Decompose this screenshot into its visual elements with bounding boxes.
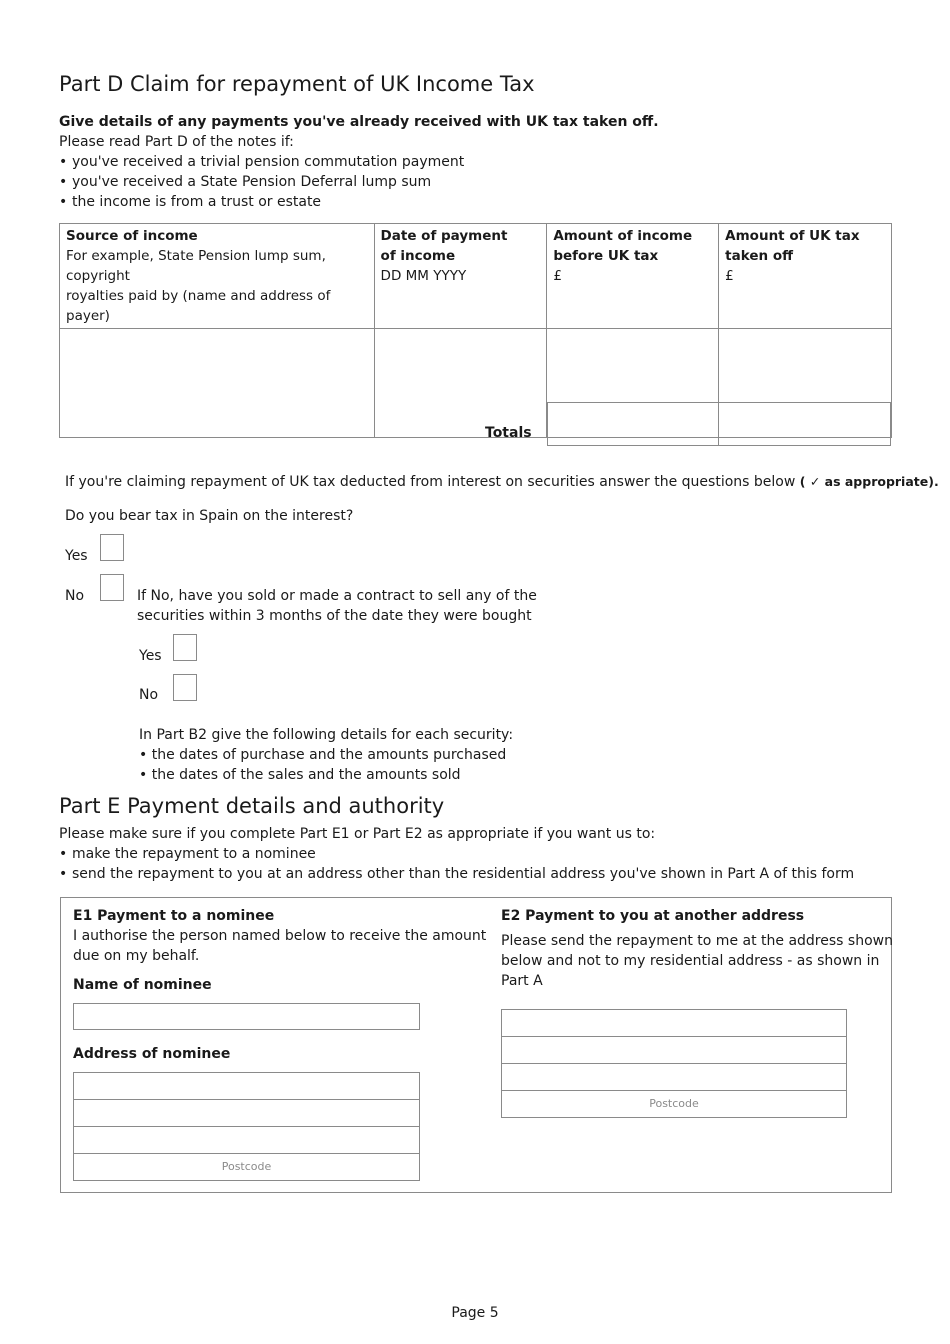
nominee-address-line[interactable] [74,1073,419,1100]
part-d-bullet: • you've received a trivial pension commutation payment [59,152,464,172]
part-d-intro: Please read Part D of the notes if: [59,134,294,150]
e1-text: due on my behalf. [73,948,200,964]
nominee-address-label: Address of nominee [73,1046,231,1062]
part-e-title: Part E Payment details and authority [59,794,445,818]
sold-yes-checkbox[interactable] [173,634,197,661]
amount-tax-header: Amount of UK tax taken off £ [719,224,892,329]
e2-text: Please send the repayment to me at the address shown [501,933,893,949]
spain-yes-label: Yes [65,548,88,564]
e2-text: below and not to my residential address - as shown in [501,953,880,969]
spain-question: Do you bear tax in Spain on the interest? [65,508,354,524]
spain-no-label: No [65,588,85,604]
part-e-bullet: • send the repayment to you at an address other than the residential address you've shown in Part A of this form [59,864,854,884]
part-d-intro-bold: Give details of any payments you've already received with UK tax taken off. [59,114,659,130]
nominee-name-input[interactable] [73,1003,420,1030]
sold-yes-label: Yes [139,648,162,664]
part-e-intro: Please make sure if you complete Part E1 or Part E2 as appropriate if you want us to: [59,826,656,842]
b2-intro: In Part B2 give the following details for each security: [139,727,514,743]
date-header: Date of payment of income DD MM YYYY [374,224,547,329]
b2-bullet: • the dates of the sales and the amounts sold [139,767,461,783]
nominee-name-label: Name of nominee [73,977,212,993]
sold-question-line2: securities within 3 months of the date they were bought [137,608,532,624]
other-address-input[interactable] [501,1009,847,1118]
nominee-address-line[interactable] [74,1100,419,1127]
e1-text: I authorise the person named below to receive the amount [73,928,487,944]
spain-yes-checkbox[interactable] [100,534,124,561]
spain-no-checkbox[interactable] [100,574,124,601]
sold-no-label: No [139,687,159,703]
part-d-bullet: • you've received a State Pension Deferral lump sum [59,172,431,192]
e2-text: Part A [501,973,543,989]
sold-question-line1: If No, have you sold or made a contract to sell any of the [137,588,537,604]
other-address-line[interactable] [502,1037,846,1064]
nominee-address-input[interactable] [73,1072,420,1181]
nominee-postcode-field[interactable]: Postcode [221,1160,272,1173]
e2-title: E2 Payment to you at another address [501,908,805,924]
part-d-title: Part D Claim for repayment of UK Income Tax [59,72,535,96]
sold-no-checkbox[interactable] [173,674,197,701]
totals-label: Totals [485,425,532,441]
part-d-bullet: • the income is from a trust or estate [59,192,321,212]
securities-question: If you're claiming repayment of UK tax deducted from interest on securities answer the questions below ( ✓ as appropriate). [65,474,939,490]
source-input[interactable] [60,329,375,438]
b2-bullet: • the dates of purchase and the amounts purchased [139,747,507,763]
e1-title: E1 Payment to a nominee [73,908,275,924]
source-header: Source of income For example, State Pension lump sum, copyright royalties paid by (name and address of payer) [60,224,375,329]
nominee-address-line[interactable] [74,1127,419,1154]
page-number: Page 5 [451,1305,499,1321]
total-income-input[interactable] [547,402,719,446]
other-address-line[interactable] [502,1010,846,1037]
other-address-line[interactable] [502,1064,846,1091]
total-tax-input[interactable] [718,402,891,446]
part-e-bullet: • make the repayment to a nominee [59,844,316,864]
other-postcode-field[interactable]: Postcode [649,1097,699,1110]
date-input[interactable] [374,329,547,438]
amount-income-header: Amount of income before UK tax £ [547,224,719,329]
